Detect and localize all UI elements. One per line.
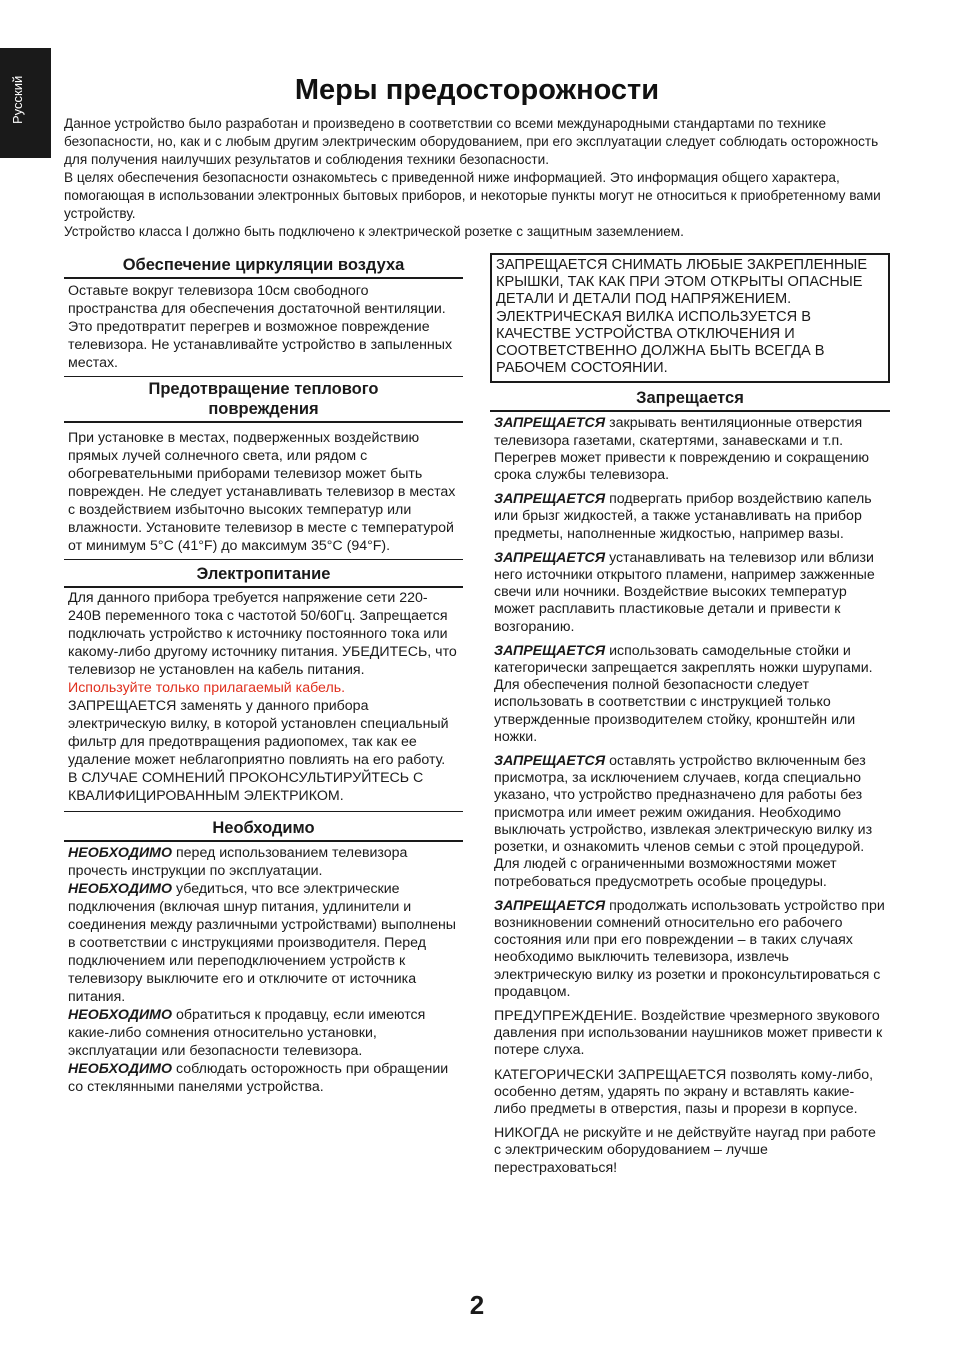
- required-item-1: НЕОБХОДИМО перед использованием телевизора прочесть инструкции по эксплуатации.: [68, 845, 408, 879]
- required-title: Необходимо: [64, 816, 463, 842]
- power-paragraph-1: Для данного прибора требуется напряжение сети 220-240В переменного тока с частотой 50/60Гц. Запрещается подключать устройство к источнику постоянного тока или какому-либо другому источнику питания. УБЕДИТЕСЬ, что телевизор не установлен на кабель питания.: [68, 590, 457, 678]
- warning-box-line-1: ЗАПРЕЩАЕТСЯ СНИМАТЬ ЛЮБЫЕ ЗАКРЕПЛЕННЫЕ КРЫШКИ, ТАК КАК ПРИ ЭТОМ ОТКРЫТЫ ОПАСНЫЕ ДЕТАЛИ И ДЕТАЛИ ПОД НАПРЯЖЕНИЕМ.: [496, 257, 868, 308]
- required-keyword: НЕОБХОДИМО: [68, 1007, 173, 1023]
- required-list: [64, 842, 463, 1100]
- required-item-3: НЕОБХОДИМО обратиться к продавцу, если имеются какие-либо сомнения относительно установки, эксплуатации или безопасности телевизора.: [68, 1007, 426, 1059]
- language-tab-label: Русский: [10, 75, 25, 124]
- forbidden-item-5: ЗАПРЕЩАЕТСЯ оставлять устройство включенным без присмотра, за исключением случаев, когда специально указано, что устройство предназначено для работы без присмотра или имеет режим ожидания. Необходимо выключать устройство, извлекая электрическую вилку из розетки, и ознакомить членов семьи с этой процедурой. Для людей с ограниченными возможностями может потребоваться предусмотреть особые процедуры.: [494, 753, 873, 890]
- hearing-warning: ПРЕДУПРЕЖДЕНИЕ. Воздействие чрезмерного звукового давления при использовании наушников может привести к потере слуха.: [494, 1007, 883, 1059]
- intro-paragraph-1: Данное устройство было разработан и произведено в соответствии со всеми международными стандартами по технике безопасности, но, как и с любым другим электрическим оборудованием, при его эксплуатации следует соблюдать осторожность для получения наилучших результатов и соблюдения техники безопасности.: [64, 116, 879, 167]
- forbidden-item-2: ЗАПРЕЩАЕТСЯ подвергать прибор воздействию капель или брызг жидкостей, а также устанавливать на прибор предметы, наполненные жидкостью, например вазы.: [494, 491, 872, 542]
- ventilation-paragraph: Оставьте вокруг телевизора 10см свободного пространства для обеспечения достаточной вентиляции. Это предотвратит перегрев и возможное повреждение телевизора. Не устанавливайте устройство в запыленных местах.: [68, 283, 453, 371]
- forbidden-keyword: ЗАПРЕЩАЕТСЯ: [494, 897, 606, 914]
- intro-paragraph-3: Устройство класса I должно быть подключено к электрической розетке с защитным заземлением.: [64, 224, 684, 239]
- heat-title-line-1: Предотвращение теплового: [148, 380, 379, 398]
- warning-box: [490, 253, 890, 383]
- intro-paragraph-2: В целях обеспечения безопасности ознакомьтесь с приведенной ниже информацией. Это информация общего характера, помогающая в использовании электронных бытовых приборов, и некоторые пункты могут не относиться к приобретенному вами устройству.: [64, 170, 881, 221]
- power-title: Электропитание: [64, 562, 463, 588]
- forbidden-item-4: ЗАПРЕЩАЕТСЯ использовать самодельные стойки и категорически запрещается закреплять ножки шурупами. Для обеспечения полной безопасности следует использовать в соответствии с инструкцией только утвержденные производителем стойку, кронштейн или ножки.: [494, 642, 873, 745]
- power-cable-notice: Используйте только прилагаемый кабель.: [68, 680, 346, 696]
- forbidden-item-6: ЗАПРЕЩАЕТСЯ продолжать использовать устройство при возникновении сомнений относительно его рабочего состояния или при его повреждении – в таких случаях необходимо выключить телевизора, извлечь электрическую вилку из розетки и проконсультироваться с продавцом.: [494, 897, 885, 1000]
- power-paragraph-2: ЗАПРЕЩАЕТСЯ заменять у данного прибора электрическую вилку, в которой установлен специальный фильтр для предотвращения радиопомех, так как ее удаление может неблагоприятно повлиять на его работу.: [68, 698, 449, 768]
- required-keyword: НЕОБХОДИМО: [68, 845, 173, 861]
- intro-text: [64, 115, 890, 241]
- required-keyword: НЕОБХОДИМО: [68, 881, 173, 897]
- never-risk-note: НИКОГДА не рискуйте и не действуйте наугад при работе с электрическим оборудованием – лучше перестраховаться!: [494, 1125, 876, 1176]
- required-item-2: НЕОБХОДИМО убедиться, что все электрические подключения (включая шнур питания, удлинители и соединения между различными устройствами) выполнены в соответствии с инструкциями производителя. Перед подключением или переподключением устройств к телевизору выключите его и отключите от источника питания.: [68, 881, 457, 1005]
- forbidden-title: Запрещается: [490, 386, 890, 412]
- right-column: [490, 253, 890, 1184]
- forbidden-keyword: ЗАПРЕЩАЕТСЯ: [494, 491, 606, 508]
- forbidden-item-3: ЗАПРЕЩАЕТСЯ устанавливать на телевизор или вблизи него источники открытого пламени, например зажженные свечи или ночники. Воздействие высоких температур может расплавить пластиковые детали и привести к возгоранию.: [494, 549, 875, 635]
- power-text: [64, 588, 463, 812]
- forbidden-keyword: ЗАПРЕЩАЕТСЯ: [494, 753, 606, 770]
- forbidden-list: [490, 412, 890, 1176]
- forbidden-keyword: ЗАПРЕЩАЕТСЯ: [494, 642, 606, 659]
- left-column: [64, 253, 463, 1100]
- ventilation-title: Обеспечение циркуляции воздуха: [64, 253, 463, 279]
- required-item-4: НЕОБХОДИМО соблюдать осторожность при обращении со стеклянными панелями устройства.: [68, 1061, 449, 1095]
- power-paragraph-3: В СЛУЧАЕ СОМНЕНИЙ ПРОКОНСУЛЬТИРУЙТЕСЬ С КВАЛИФИЦИРОВАННЫМ ЭЛЕКТРИКОМ.: [68, 770, 424, 804]
- heat-text: [64, 423, 463, 560]
- strictly-forbidden-note: КАТЕГОРИЧЕСКИ ЗАПРЕЩАЕТСЯ позволять кому-либо, особенно детям, ударять по экрану и вставлять какие-либо предметы в отверстия, пазы и прорези в корпусе.: [494, 1066, 874, 1117]
- heat-title-line-2: повреждения: [208, 400, 319, 418]
- forbidden-keyword: ЗАПРЕЩАЕТСЯ: [494, 415, 606, 432]
- page-title: Меры предосторожности: [294, 74, 660, 106]
- forbidden-item-1: ЗАПРЕЩАЕТСЯ закрывать вентиляционные отверстия телевизора газетами, скатертями, занавесками и т.п. Перегрев может привести к повреждению и сокращению срока службы телевизора.: [494, 415, 870, 484]
- ventilation-text: [64, 279, 463, 377]
- warning-box-line-2: ЭЛЕКТРИЧЕСКАЯ ВИЛКА ИСПОЛЬЗУЕТСЯ В КАЧЕСТВЕ УСТРОЙСТВА ОТКЛЮЧЕНИЯ И СООТВЕТСТВЕННО ДОЛЖНА БЫТЬ ВСЕГДА В РАБОЧЕМ СОСТОЯНИИ.: [496, 308, 825, 377]
- forbidden-keyword: ЗАПРЕЩАЕТСЯ: [494, 549, 606, 566]
- heat-paragraph: При установке в местах, подверженных воздействию прямых лучей солнечного света, или рядом с обогревательными приборами телевизор может быть поврежден. Не следует устанавливать телевизор в местах с воздействием избыточно высоких температур или влажности. Установите телевизор в месте с температурой от минимум 5°C (41°F) до максимум 35°C (94°F).: [68, 430, 456, 554]
- page-number: 2: [469, 1290, 485, 1320]
- heat-title: [64, 377, 463, 423]
- required-keyword: НЕОБХОДИМО: [68, 1061, 173, 1077]
